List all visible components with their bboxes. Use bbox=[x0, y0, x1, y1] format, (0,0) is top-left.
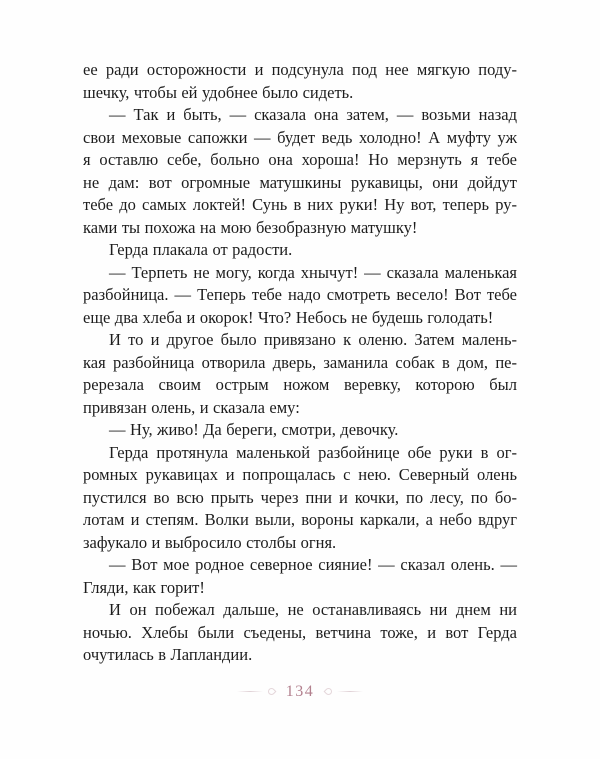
text-line: не дам: вот огромные матушкины рукавицы, они дойдут bbox=[83, 172, 517, 192]
text-line: ререзала своим острым ножом веревку, которою был bbox=[83, 375, 517, 394]
text-line: пустился во всю прыть через пни и кочки, по лесу, по бо- bbox=[83, 487, 517, 507]
page-number: 134 bbox=[285, 683, 315, 700]
flourish-left-icon bbox=[237, 687, 279, 696]
text-line: кая разбойница отворила дверь, заманила собак в дом, пе- bbox=[83, 352, 517, 372]
paragraph bbox=[83, 329, 517, 419]
text-line: привязан олень, и сказала ему: bbox=[83, 397, 300, 417]
text-line: еще два хлеба и окорок! Что? Небось не будешь голодать! bbox=[83, 307, 494, 327]
text-line: я оставлю себе, больно она хороша! Но мерзнуть я тебе bbox=[83, 150, 517, 169]
text-line: Герда плакала от радости. bbox=[109, 240, 293, 259]
text-line: — Терпеть не могу, когда хнычут! — сказала маленькая bbox=[109, 262, 517, 282]
paragraph bbox=[83, 419, 517, 442]
text-line: зафукало и выбросило столбы огня. bbox=[83, 532, 337, 552]
paragraph bbox=[83, 104, 517, 239]
paragraph bbox=[83, 599, 517, 667]
flourish-right-icon bbox=[321, 687, 363, 696]
text-line: ее ради осторожности и подсунула под нее мягкую поду- bbox=[83, 60, 517, 79]
text-line: И то и другое было привязано к оленю. Затем малень- bbox=[109, 330, 517, 349]
text-line: — Вот мое родное северное сияние! — сказал олень. — bbox=[109, 555, 517, 574]
text-line: тебе до самых локтей! Сунь в них руки! Ну вот, теперь ру- bbox=[83, 195, 517, 214]
paragraph bbox=[83, 442, 517, 555]
text-line: лотам и степям. Волки выли, вороны каркали, а небо вдруг bbox=[83, 510, 517, 529]
text-line: Гляди, как горит! bbox=[83, 577, 205, 597]
text-line: — Ну, живо! Да береги, смотри, девочку. bbox=[109, 420, 399, 439]
page-footer bbox=[0, 682, 600, 700]
text-line: И он побежал дальше, не останавливаясь ни днем ни bbox=[109, 600, 517, 619]
text-line: — Так и быть, — сказала она затем, — возьми назад bbox=[109, 105, 517, 124]
text-line: ромных рукавицах и попрощалась с нею. Северный олень bbox=[83, 465, 517, 484]
text-line: Герда протянула маленькой разбойнице обе руки в ог- bbox=[109, 442, 517, 462]
text-line: шечку, чтобы ей удобнее было сидеть. bbox=[83, 82, 354, 102]
text-line: ночью. Хлебы были съедены, ветчина тоже, и вот Герда bbox=[83, 622, 517, 642]
page-text bbox=[83, 59, 517, 667]
paragraph bbox=[83, 554, 517, 599]
paragraph bbox=[83, 59, 517, 104]
paragraph bbox=[83, 239, 517, 262]
text-line: очутилась в Лапландии. bbox=[83, 645, 253, 664]
text-line: разбойница. — Теперь тебе надо смотреть весело! Вот тебе bbox=[83, 285, 517, 304]
text-line: свои меховые сапожки — будет ведь холодно! А муфту уж bbox=[83, 127, 517, 147]
paragraph bbox=[83, 262, 517, 330]
text-line: ками ты похожа на мою безобразную матушку! bbox=[83, 217, 418, 237]
